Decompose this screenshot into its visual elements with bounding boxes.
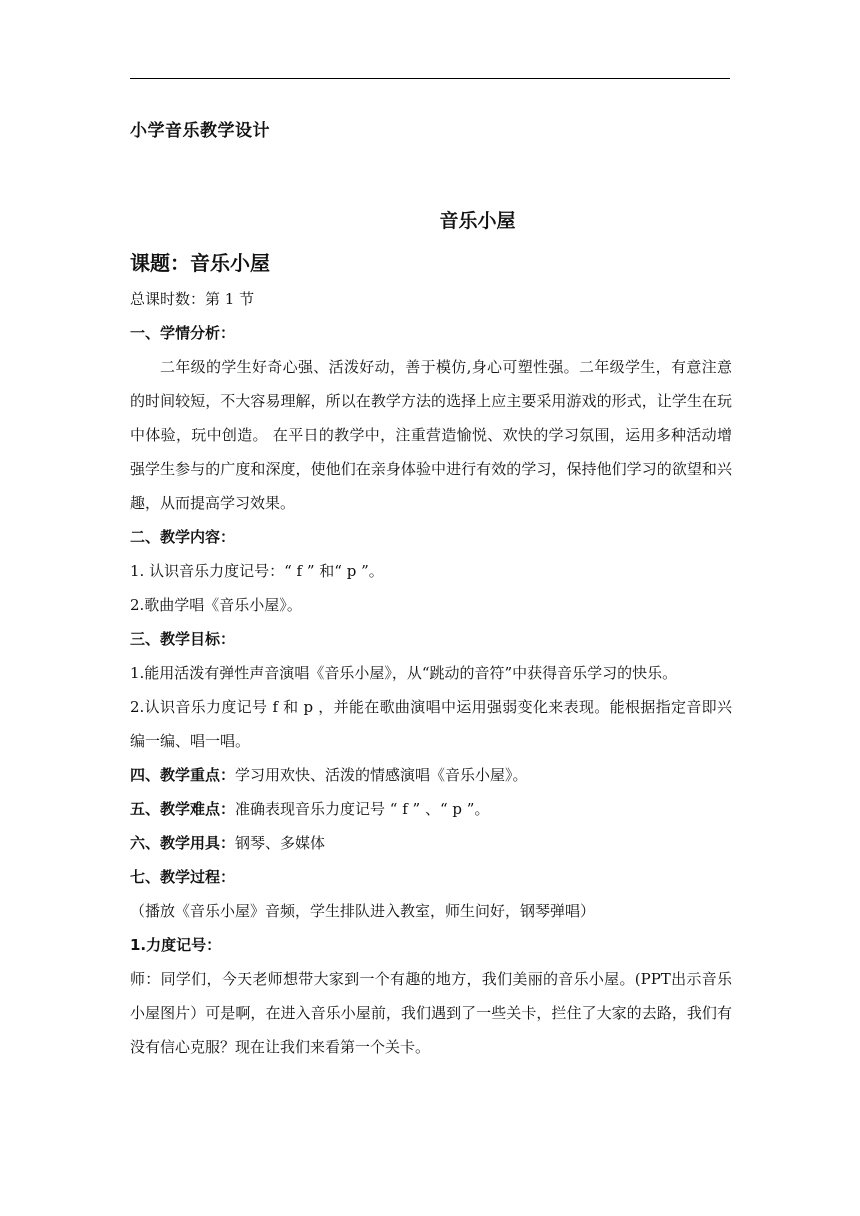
key-points-text: 学习用欢快、活泼的情感演唱《音乐小屋》。	[235, 766, 528, 784]
section-heading-objectives: 三、教学目标：	[130, 630, 236, 648]
document-body	[130, 248, 732, 1064]
section-heading-content: 二、教学内容：	[130, 528, 236, 546]
content-item: 1. 认识音乐力度记号：“ f ” 和“ p ”。	[130, 562, 384, 580]
section-heading-process: 七、教学过程：	[130, 868, 236, 886]
tools-text: 钢琴、多媒体	[235, 834, 326, 852]
section-heading-student-analysis: 一、学情分析：	[130, 324, 236, 342]
content-item: 2.歌曲学唱《音乐小屋》。	[130, 596, 302, 614]
difficulties-text: 准确表现音乐力度记号 “ f ” 、“ p ”。	[235, 800, 490, 818]
section-heading-difficulties: 五、教学难点：	[130, 800, 236, 818]
section-heading-key-points: 四、教学重点：	[130, 766, 236, 784]
section-heading-tools: 六、教学用具：	[130, 834, 236, 852]
student-analysis-paragraph: 二年级的学生好奇心强、活泼好动，善于模仿,身心可塑性强。二年级学生，有意注意的时间较短，不大容易理解，所以在教学方法的选择上应主要采用游戏的形式，让学生在玩中体验，玩中创造。 在平日的教学中，注重营造愉悦、欢快的学习氛围，运用多种活动增强学生参与的广度和深度，使他们在亲身体验中进行有效的学习，保持他们学习的欲望和兴趣，从而提高学习效果。	[130, 358, 732, 512]
process-intro: （播放《音乐小屋》音频，学生排队进入教室，师生问好，钢琴弹唱）	[130, 902, 596, 920]
tools-line	[130, 826, 732, 860]
dynamics-paragraph: 师：同学们，今天老师想带大家到一个有趣的地方，我们美丽的音乐小屋。(PPT出示音乐小屋图片）可是啊，在进入音乐小屋前，我们遇到了一些关卡，拦住了大家的去路，我们有没有信心克服？现在让我们来看第一个关卡。	[130, 970, 732, 1056]
key-points-line	[130, 758, 732, 792]
objective-item: 1.能用活泼有弹性声音演唱《音乐小屋》，从“跳动的音符”中获得音乐学习的快乐。	[130, 664, 678, 682]
objective-item: 2.认识音乐力度记号 f 和 p ，并能在歌曲演唱中运用强弱变化来表现。能根据指定音即兴编一编、唱一唱。	[130, 698, 732, 750]
document-title: 音乐小屋	[439, 210, 516, 232]
lesson-topic: 课题：音乐小屋	[130, 251, 270, 275]
total-hours: 总课时数：第 1 节	[130, 290, 255, 308]
header-label: 小学音乐教学设计	[130, 121, 270, 141]
subsection-heading-dynamics: 1.力度记号：	[130, 936, 222, 954]
header-rule	[130, 78, 730, 79]
difficulties-line	[130, 792, 732, 826]
